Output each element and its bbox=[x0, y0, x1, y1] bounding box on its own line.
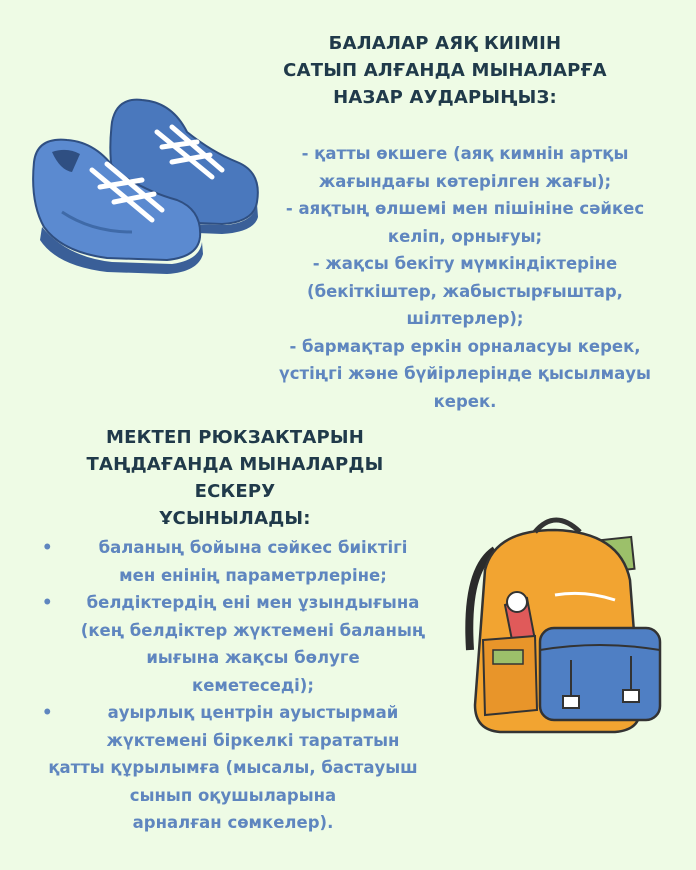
bullet-icon: • bbox=[42, 703, 53, 722]
backpack-title-line: ҰСЫНЫЛАДЫ: bbox=[159, 508, 311, 529]
shoes-title-line: САТЫП АЛҒАНДА МЫНАЛАРҒА bbox=[283, 60, 607, 81]
list-item: арналған сөмкелер). bbox=[132, 813, 334, 832]
shoes-title-line: БАЛАЛАР АЯҚ КИІМІН bbox=[328, 33, 562, 54]
backpack-icon bbox=[455, 510, 665, 740]
list-item: жүктемені біркелкі тарататын bbox=[106, 730, 400, 750]
list-item: баланың бойына сәйкес биіктігі bbox=[98, 538, 408, 557]
list-item: үстіңгі және бүйірлерінде қысылмауы bbox=[279, 364, 651, 383]
list-item: - жақсы бекіту мүмкіндіктеріне bbox=[312, 254, 618, 273]
list-item: қатты құрылымға (мысалы, бастауыш bbox=[48, 758, 418, 777]
shoes-tips-list bbox=[255, 140, 675, 415]
list-item: келіп, орнығуы; bbox=[387, 226, 543, 246]
list-item: кеметеседі); bbox=[192, 675, 314, 695]
shoes-section-title bbox=[280, 30, 610, 111]
shoes-title-line: НАЗАР АУДАРЫҢЫЗ: bbox=[333, 87, 557, 108]
list-item: жағындағы көтерілген жағы); bbox=[318, 171, 612, 191]
list-item: ауырлық центрін ауыстырмай bbox=[107, 703, 399, 722]
bullet-icon: • bbox=[42, 593, 53, 612]
list-item: шілтерлер); bbox=[406, 309, 524, 328]
list-item: белдіктердің ені мен ұзындығына bbox=[86, 593, 420, 612]
backpack-title-line: ТАҢДАҒАНДА МЫНАЛАРДЫ ЕСКЕРУ bbox=[86, 454, 384, 502]
bullet-icon: • bbox=[42, 538, 53, 557]
backpack-tips-list bbox=[18, 534, 448, 837]
list-item: - қатты өкшеге (аяқ кимнін артқы bbox=[301, 144, 629, 163]
list-item: мен енінің параметрлеріне; bbox=[119, 565, 387, 585]
list-item: сынып оқушыларына bbox=[129, 785, 337, 805]
sneakers-icon bbox=[22, 92, 267, 277]
list-item: - аяқтың өлшемі мен пішініне сәйкес bbox=[285, 199, 645, 218]
backpack-title-line: МЕКТЕП РЮКЗАКТАРЫН bbox=[105, 427, 364, 448]
list-item: - бармақтар еркін орналасуы керек, bbox=[289, 336, 641, 356]
backpack-section-title bbox=[60, 424, 410, 532]
list-item: (кең белдіктер жүктемені баланың bbox=[80, 620, 426, 640]
list-item: керек. bbox=[433, 391, 497, 411]
list-item: иығына жақсы бөлуге bbox=[146, 648, 360, 667]
list-item: (бекіткіштер, жабыстырғыштар, bbox=[307, 281, 623, 301]
